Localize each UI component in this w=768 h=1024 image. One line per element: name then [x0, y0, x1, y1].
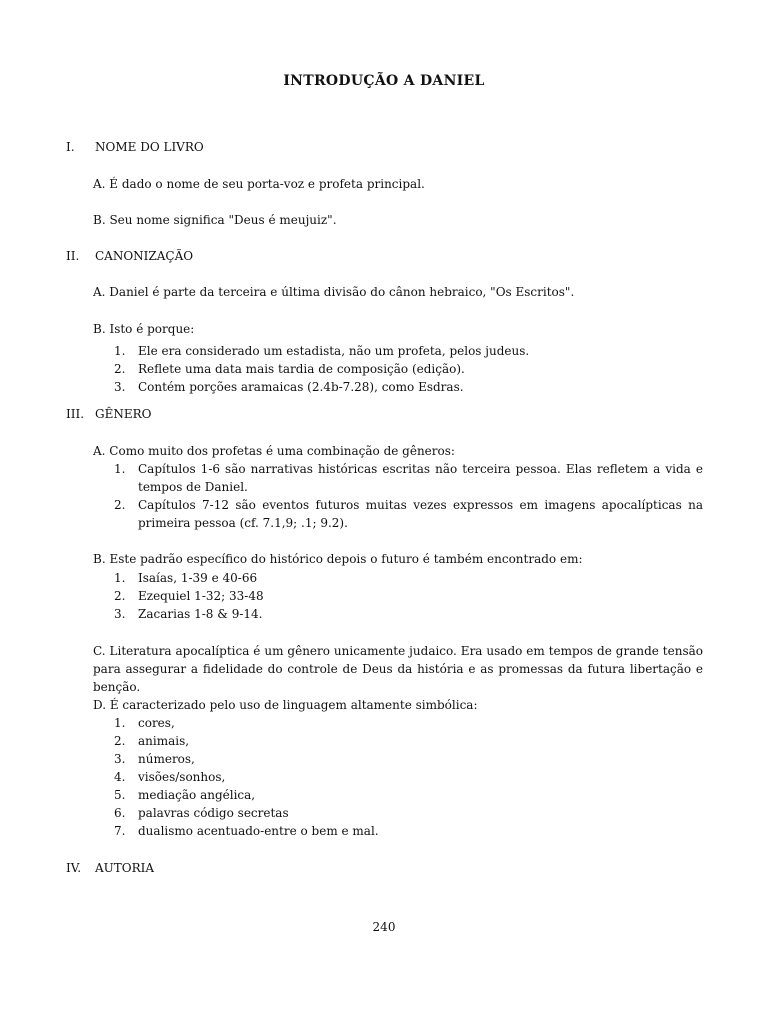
section-heading-canonizacao: CANONIZAÇÃO: [95, 249, 194, 263]
section-numeral: IV.: [66, 861, 82, 875]
list-item: Ezequiel 1-32; 33-48: [138, 589, 264, 603]
list-number: 1.: [114, 716, 126, 730]
list-number: 1.: [114, 571, 126, 585]
section-numeral: I.: [66, 140, 75, 154]
list-item: Reflete uma data mais tardia de composição (edição).: [138, 362, 465, 376]
list-number: 3.: [114, 380, 126, 394]
section-item: C. Literatura apocalíptica é um gênero unicamente judaico. Era usado em tempos de grande tensão para assegurar a fidelidade do controle de Deus da história e as promessas da futura libertação e benção.: [93, 644, 703, 694]
list-item: Capítulos 1-6 são narrativas históricas escritas não terceira pessoa. Elas refletem a vida e tempos de Daniel.: [138, 462, 703, 494]
list-item: Zacarias 1-8 & 9-14.: [138, 607, 263, 621]
list-number: 3.: [114, 752, 126, 766]
section-item: B. Isto é porque:: [93, 322, 195, 336]
list-item: visões/sonhos,: [138, 770, 226, 784]
page-number: 240: [372, 920, 396, 934]
list-item: Contém porções aramaicas (2.4b-7.28), como Esdras.: [138, 380, 464, 394]
section-heading-genero: GÊNERO: [95, 407, 152, 421]
list-number: 2.: [114, 589, 126, 603]
list-item: números,: [138, 752, 195, 766]
page-title: INTRODUÇÃO A DANIEL: [283, 73, 485, 89]
section-item: D. É caracterizado pelo uso de linguagem altamente simbólica:: [93, 698, 478, 712]
section-numeral: III.: [66, 407, 85, 421]
list-number: 3.: [114, 607, 126, 621]
section-item: A. Como muito dos profetas é uma combinação de gêneros:: [93, 444, 455, 458]
list-item: Capítulos 7-12 são eventos futuros muitas vezes expressos em imagens apocalípticas na primeira pessoa (cf. 7.1,9; .1; 9.2).: [138, 498, 703, 530]
list-number: 1.: [114, 462, 126, 476]
list-item: cores,: [138, 716, 175, 730]
list-item: mediação angélica,: [138, 788, 256, 802]
list-item: Isaías, 1-39 e 40-66: [138, 571, 258, 585]
list-number: 7.: [114, 824, 126, 838]
list-item: palavras código secretas: [138, 806, 289, 820]
section-item: B. Seu nome significa "Deus é meujuiz".: [93, 213, 337, 227]
list-number: 4.: [114, 770, 126, 784]
list-number: 6.: [114, 806, 126, 820]
section-heading-autoria: AUTORIA: [95, 861, 155, 875]
section-heading-nome-do-livro: NOME DO LIVRO: [95, 140, 204, 154]
list-number: 2.: [114, 734, 126, 748]
section-item: A. Daniel é parte da terceira e última divisão do cânon hebraico, "Os Escritos".: [93, 285, 575, 299]
section-item: B. Este padrão específico do histórico depois o futuro é também encontrado em:: [93, 552, 583, 566]
list-number: 5.: [114, 788, 126, 802]
list-item: Ele era considerado um estadista, não um profeta, pelos judeus.: [138, 344, 530, 358]
list-item: dualismo acentuado-entre o bem e mal.: [138, 824, 379, 838]
list-number: 2.: [114, 362, 126, 376]
list-number: 1.: [114, 344, 126, 358]
section-item: A. É dado o nome de seu porta-voz e profeta principal.: [93, 177, 425, 191]
section-numeral: II.: [66, 249, 80, 263]
list-number: 2.: [114, 498, 126, 512]
list-item: animais,: [138, 734, 190, 748]
